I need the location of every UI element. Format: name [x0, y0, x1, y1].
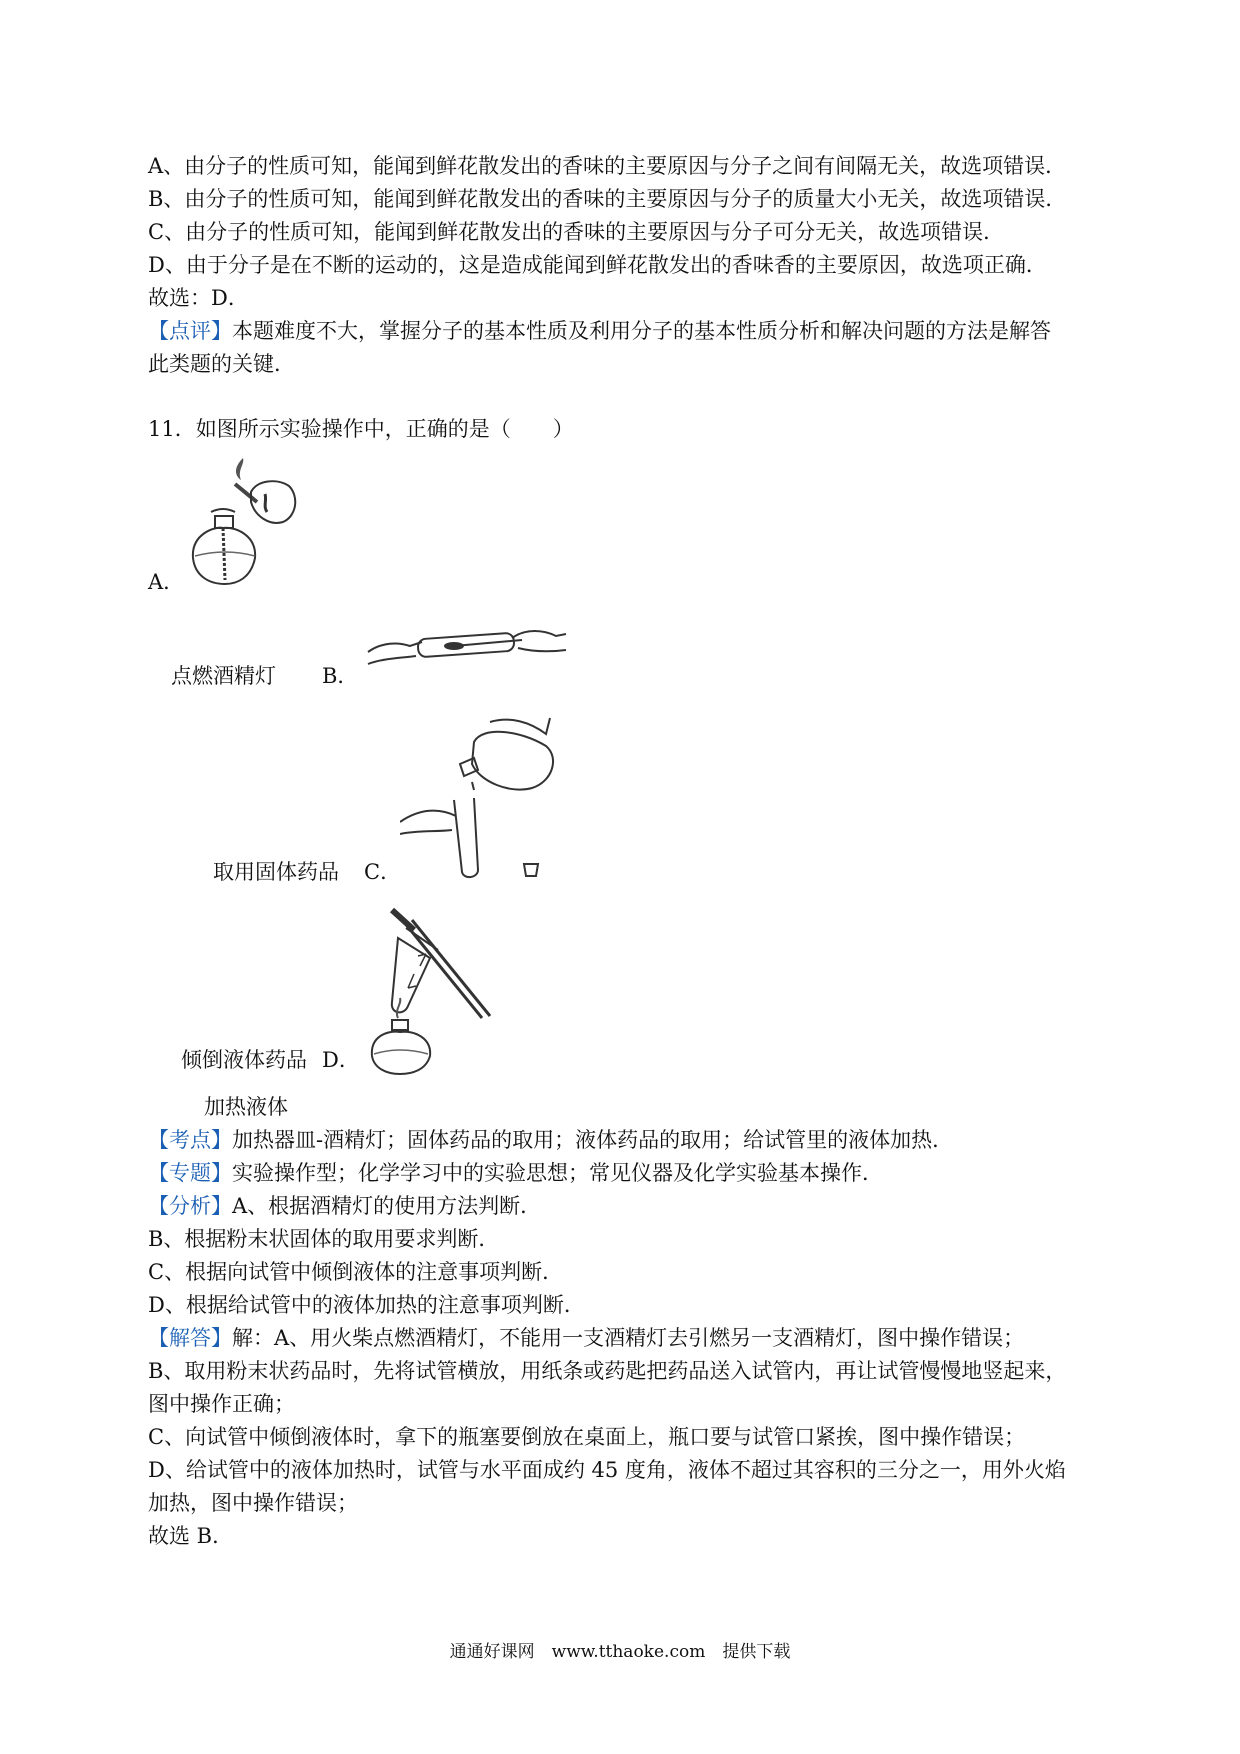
explanation-a: A、由分子的性质可知，能闻到鲜花散发出的香味的主要原因与分子之间有间隔无关，故选项错误． — [148, 154, 1067, 178]
zhuanti-line — [148, 1159, 883, 1187]
option-d-caption: 加热液体 — [204, 1095, 288, 1119]
jieda-a: 解：A、用火柴点燃酒精灯，不能用一支酒精灯去引燃另一支酒精灯，图中操作错误； — [232, 1326, 1025, 1350]
jieda-b2: 图中操作正确； — [148, 1392, 295, 1416]
jieda-d2: 加热，图中操作错误； — [148, 1491, 358, 1515]
fenxi-d: D、根据给试管中的液体加热的注意事项判断． — [148, 1293, 585, 1317]
explanation-b: B、由分子的性质可知，能闻到鲜花散发出的香味的主要原因与分子的质量大小无关，故选项错误． — [148, 187, 1067, 211]
option-d-letter: D． — [322, 1048, 360, 1072]
zhuanti-tag: 【专题】 — [148, 1161, 232, 1185]
kaodian-text: 加热器皿-酒精灯；固体药品的取用；液体药品的取用；给试管里的液体加热． — [232, 1128, 954, 1152]
jieda-b1: B、取用粉末状药品时，先将试管横放，用纸条或药匙把药品送入试管内，再让试管慢慢地竖起来， — [148, 1359, 1067, 1383]
explanation-d: D、由于分子是在不断的运动的，这是造成能闻到鲜花散发出的香味香的主要原因，故选项正确． — [148, 253, 1047, 277]
jieda-line — [148, 1324, 1024, 1352]
fenxi-line — [148, 1192, 541, 1220]
jieda-c: C、向试管中倾倒液体时，拿下的瓶塞要倒放在桌面上，瓶口要与试管口紧挨，图中操作错误； — [148, 1425, 1026, 1449]
question-stem: 11．如图所示实验操作中，正确的是（ ） — [148, 417, 574, 441]
kaodian-tag: 【考点】 — [148, 1128, 232, 1152]
review-line — [148, 317, 1051, 345]
option-b-letter: B． — [322, 664, 359, 688]
figure-heat-liquid — [368, 906, 508, 1076]
zhuanti-text: 实验操作型；化学学习中的实验思想；常见仪器及化学实验基本操作． — [232, 1161, 883, 1185]
option-a-caption: 点燃酒精灯 — [171, 664, 276, 688]
option-a-letter: A． — [148, 570, 185, 594]
answer-line: 故选：D． — [148, 286, 249, 310]
explanation-c: C、由分子的性质可知，能闻到鲜花散发出的香味的主要原因与分子可分无关，故选项错误． — [148, 220, 1005, 244]
fenxi-a: A、根据酒精灯的使用方法判断． — [232, 1194, 542, 1218]
review-line-2: 此类题的关键． — [148, 352, 295, 376]
fenxi-b: B、根据粉末状固体的取用要求判断． — [148, 1227, 500, 1251]
final-answer: 故选 B． — [148, 1524, 234, 1548]
option-b-caption: 取用固体药品 — [213, 860, 339, 884]
option-c-letter: C． — [364, 860, 402, 884]
review-tag: 【点评】 — [148, 319, 232, 343]
review-text: 本题难度不大，掌握分子的基本性质及利用分子的基本性质分析和解决问题的方法是解答 — [232, 319, 1051, 343]
figure-solid-reagent — [362, 612, 572, 682]
fenxi-tag: 【分析】 — [148, 1194, 232, 1218]
fenxi-c: C、根据向试管中倾倒液体的注意事项判断． — [148, 1260, 564, 1284]
option-c-caption: 倾倒液体药品 — [181, 1048, 307, 1072]
figure-pour-liquid — [400, 712, 570, 882]
kaodian-line — [148, 1126, 953, 1154]
figure-lighting-lamp — [185, 450, 305, 590]
page-footer: 通通好课网 www.tthaoke.com 提供下载 — [449, 1642, 791, 1662]
jieda-tag: 【解答】 — [148, 1326, 232, 1350]
jieda-d1: D、给试管中的液体加热时，试管与水平面成约 45 度角，液体不超过其容积的三分之一，用外火焰 — [148, 1458, 1066, 1482]
